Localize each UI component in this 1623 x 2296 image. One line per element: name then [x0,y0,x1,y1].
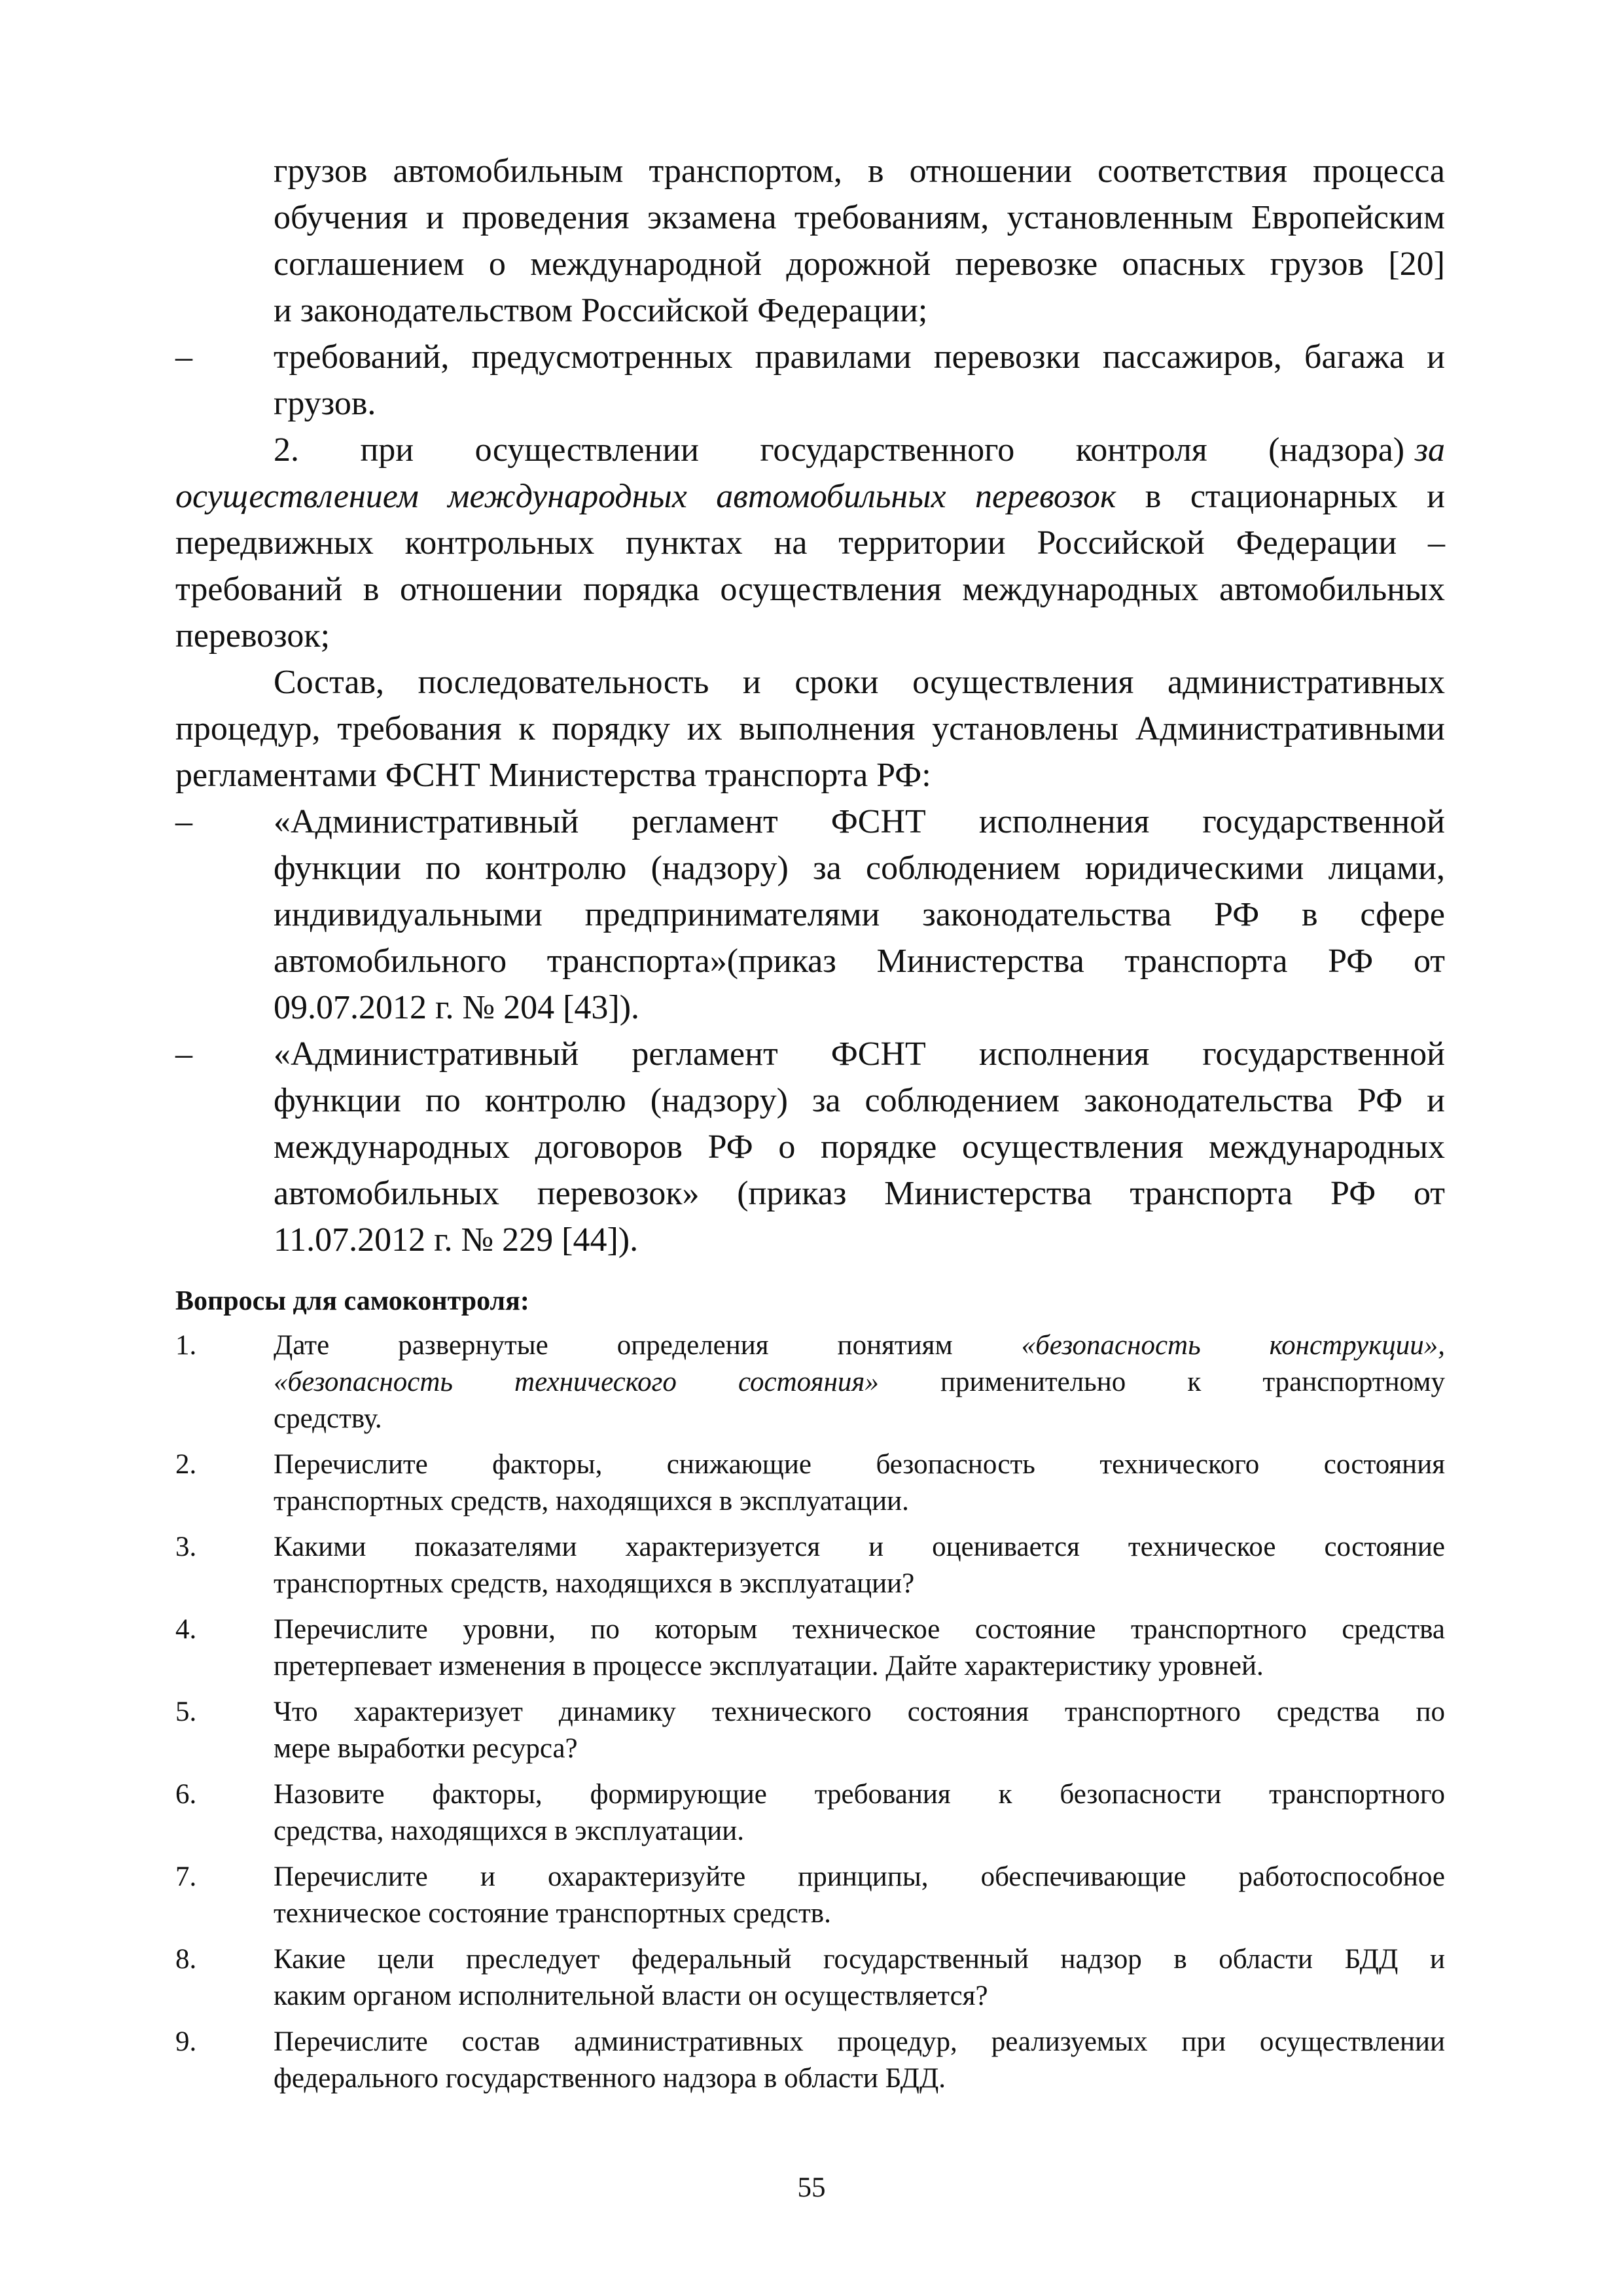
text-line: техническое состояние транспортных средств. [274,1898,831,1929]
text-line: требований, предусмотренных правилами перевозки пассажиров, багажа и [274,338,1445,376]
text-line: средства, находящихся в эксплуатации. [274,1816,745,1846]
text-line: Назовите факторы, формирующие требования к безопасности транспортного [274,1779,1445,1810]
text-span-italic: «безопасность конструкции», [1021,1330,1445,1361]
list-item [175,2024,1445,2097]
text-line: Перечислите и охарактеризуйте принципы, обеспечивающие работоспособное [274,1861,1445,1892]
question-number: 1. [175,1330,197,1361]
text-line: грузов. [274,385,376,422]
list-item [175,1327,1445,1437]
text-line [274,1327,1445,1364]
list-item [175,1611,1445,1685]
text-line: функции по контролю (надзору) за соблюдением законодательства РФ и [274,1082,1445,1119]
question-number: 8. [175,1944,197,1975]
text-line: передвижных контрольных пунктах на территории Российской Федерации – [175,524,1445,562]
question-number: 5. [175,1696,197,1727]
text-line: регламентами ФСНТ Министерства транспорта РФ: [175,757,931,794]
text-line: мере выработки ресурса? [274,1733,578,1764]
text-line: средству. [274,1403,382,1434]
text-span: Дате развернутые определения понятиям [274,1330,1022,1361]
question-number: 6. [175,1779,197,1810]
text-line: «Административный регламент ФСНТ исполнения государственной [274,803,1445,840]
text-line: федерального государственного надзора в области БДД. [274,2063,946,2094]
list-item [175,798,1445,1031]
page-number: 55 [797,2172,826,2203]
text-span: в стационарных и [1145,478,1446,515]
text-line [175,427,1445,473]
text-span-italic: осуществлением международных автомобильных перевозок [175,478,1116,515]
text-line: Какими показателями характеризуется и оценивается техническое состояние [274,1532,1445,1562]
list-item [175,1694,1445,1767]
text-line: Что характеризует динамику технического состояния транспортного средства по [274,1696,1445,1727]
questions-list [175,1327,1445,2106]
text-span-italic: «безопасность технического состояния» [274,1367,879,1397]
text-line: Какие цели преследует федеральный государственный надзор в области БДД и [274,1944,1445,1975]
text-line: транспортных средств, находящихся в эксплуатации? [274,1568,915,1599]
text-line: 09.07.2012 г. № 204 [43]). [274,989,640,1026]
text-line: индивидуальными предпринимателями законодательства РФ в сфере [274,896,1445,933]
text-line: соглашением о международной дорожной перевозке опасных грузов [20] [274,245,1445,283]
paragraph [175,659,1445,798]
paragraph [175,427,1445,659]
text-line: грузов автомобильным транспортом, в отношении соответствия процесса [274,152,1445,190]
text-line: функции по контролю (надзору) за соблюдением юридическими лицами, [274,850,1445,887]
text-line [175,473,1445,520]
question-number: 4. [175,1614,197,1645]
text-line: претерпевает изменения в процессе эксплуатации. Дайте характеристику уровней. [274,1651,1264,1681]
list-item [175,1941,1445,2015]
list-item [175,1859,1445,1932]
list-item [175,1446,1445,1520]
text-line: автомобильных перевозок» (приказ Министерства транспорта РФ от [274,1175,1445,1212]
dash-marker: – [175,1035,192,1073]
text-line: международных договоров РФ о порядке осуществления международных [274,1128,1445,1166]
text-line: каким органом исполнительной власти он осуществляется? [274,1981,988,2011]
text-line: и законодательством Российской Федерации; [274,292,928,329]
dash-marker: – [175,803,192,840]
text-line: «Административный регламент ФСНТ исполнения государственной [274,1035,1445,1073]
text-line: обучения и проведения экзамена требованиям, установленным Европейским [274,199,1445,236]
question-number: 3. [175,1532,197,1562]
text-line: требований в отношении порядка осуществления международных автомобильных [175,571,1445,608]
text-line: процедур, требования к порядку их выполнения установлены Административными [175,710,1445,747]
text-line: Перечислите состав административных процедур, реализуемых при осуществлении [274,2026,1445,2057]
list-item [175,1031,1445,1263]
dash-marker: – [175,338,192,376]
list-item [175,1776,1445,1850]
questions-heading: Вопросы для самоконтроля: [175,1286,529,1316]
list-item [175,334,1445,427]
text-line: автомобильного транспорта»(приказ Министерства транспорта РФ от [274,942,1445,980]
text-line: Перечислите уровни, по которым техническое состояние транспортного средства [274,1614,1445,1645]
text-line: Перечислите факторы, снижающие безопасность технического состояния [274,1449,1445,1480]
text-line [274,1364,1445,1401]
text-line: 11.07.2012 г. № 229 [44]). [274,1221,639,1259]
text-line: перевозок; [175,617,330,655]
question-number: 7. [175,1861,197,1892]
top-continuation [175,148,1445,1263]
list-item [175,1529,1445,1602]
text-span: 2. при осуществлении государственного контроля (надзора) [274,431,1405,469]
text-span: применительно к транспортному [940,1367,1445,1397]
question-number: 9. [175,2026,197,2057]
text-span-italic: за [1414,431,1446,469]
question-number: 2. [175,1449,197,1480]
text-line: транспортных средств, находящихся в эксплуатации. [274,1486,909,1516]
text-line: Состав, последовательность и сроки осуществления административных [274,664,1445,701]
